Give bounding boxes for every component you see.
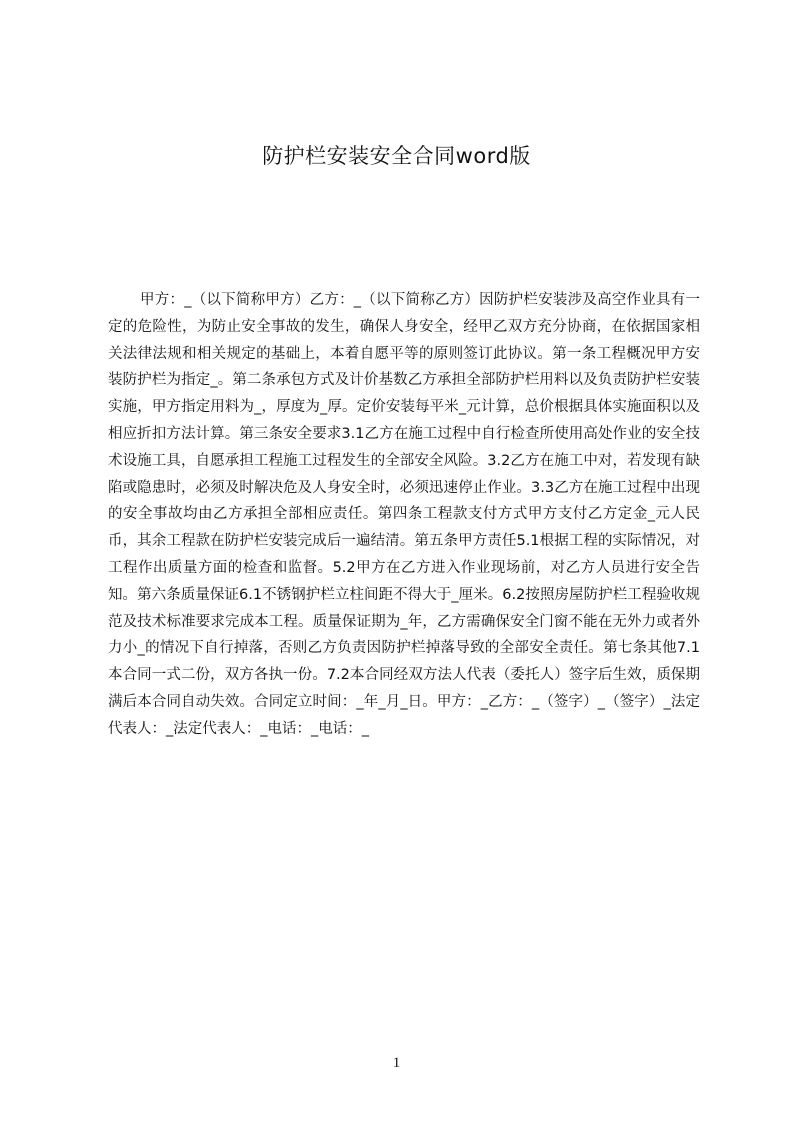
- contract-body-paragraph: 甲方：_（以下简称甲方）乙方：_（以下简称乙方）因防护栏安装涉及高空作业具有一定的危险性，为防止安全事故的发生，确保人身安全，经甲乙双方充分协商，在依据国家相关法律法规和相关规定的基础上，本着自愿平等的原则签订此协议。第一条工程概况甲方安装防护栏为指定_。第二条承包方式及计价基数乙方承担全部防护栏用料以及负责防护栏安装实施，甲方指定用料为_，厚度为_厚。定价安装每平米_元计算，总价根据具体实施面积以及相应折扣方法计算。第三条安全要求3.1乙方在施工过程中自行检查所使用高处作业的安全技术设施工具，自愿承担工程施工过程发生的全部安全风险。3.2乙方在施工中对，若发现有缺陷或隐患时，必须及时解决危及人身安全时，必须迅速停止作业。3.3乙方在施工过程中出现的安全事故均由乙方承担全部相应责任。第四条工程款支付方式甲方支付乙方定金_元人民币，其余工程款在防护栏安装完成后一遍结清。第五条甲方责任5.1根据工程的实际情况，对工程作出质量方面的检查和监督。5.2甲方在乙方进入作业现场前，对乙方人员进行安全告知。第六条质量保证6.1不锈钢护栏立柱间距不得大于_厘米。6.2按照房屋防护栏工程验收规范及技术标准要求完成本工程。质量保证期为_年，乙方需确保安全门窗不能在无外力或者外力小_的情况下自行掉落，否则乙方负责因防护栏掉落导致的全部安全责任。第七条其他7.1本合同一式二份，双方各执一份。7.2本合同经双方法人代表（委托人）签字后生效，质保期满后本合同自动失效。合同定立时间：_年_月_日。甲方：_乙方：_（签字）_（签字）_法定代表人：_法定代表人：_电话：_电话：_: [108, 292, 700, 737]
- document-title: 防护栏安装安全合同word版: [262, 144, 531, 168]
- page-number: 1: [392, 1055, 401, 1071]
